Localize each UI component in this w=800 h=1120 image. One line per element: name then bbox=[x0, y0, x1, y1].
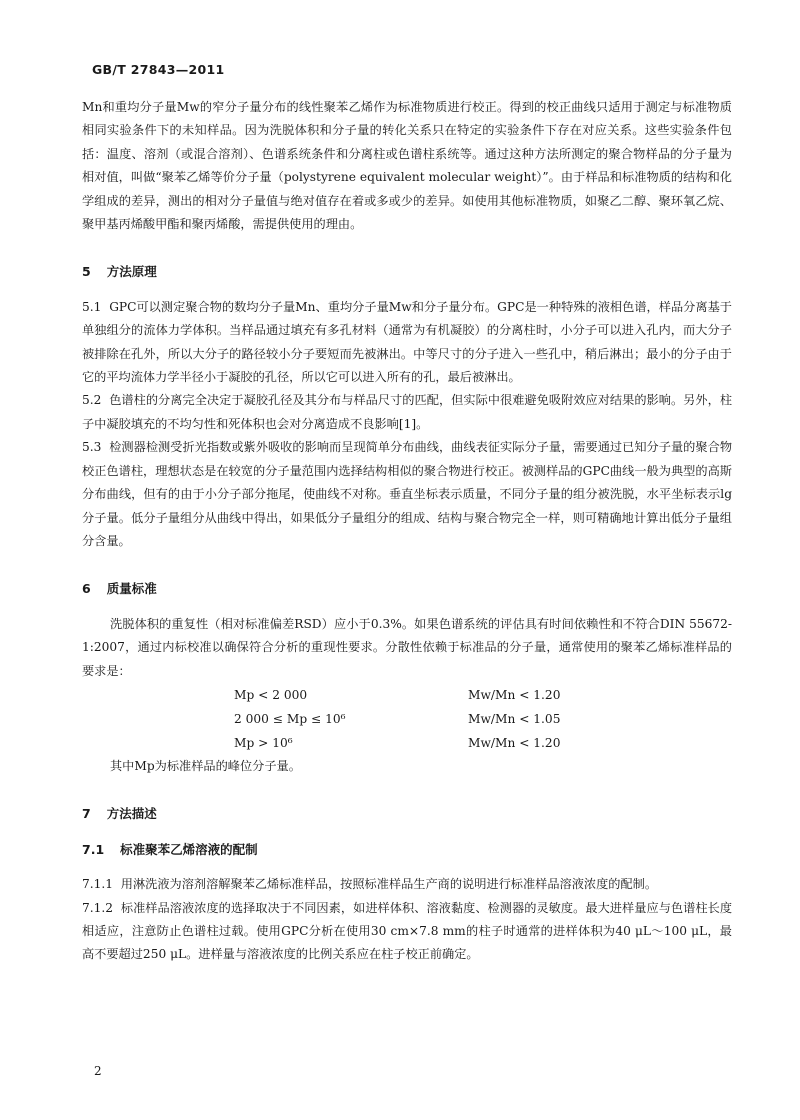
formula-block bbox=[82, 683, 732, 755]
clause-number: 5.3 bbox=[82, 440, 102, 455]
section-title: 方法描述 bbox=[106, 806, 157, 822]
clause-number: 5.1 bbox=[82, 299, 102, 314]
clause-text: 检测器检测受折光指数或紫外吸收的影响而呈现简单分布曲线，曲线表征实际分子量，需要通过已知分子量的聚合物校正色谱柱，理想状态是在较宽的分子量范围内选择结构相似的聚合物进行校正。被测样品的GPC曲线一般为典型的高斯分布曲线，但有的由于小分子部分拖尾，使曲线不对称。垂直坐标表示质量，不同分子量的组分被洗脱，水平坐标表示lg分子量。低分子量组分从曲线中得出，如果低分子量组分的组成、结构与聚合物完全一样，则可精确地计算出低分子量组分含量。 bbox=[82, 440, 733, 548]
section-7-heading bbox=[82, 802, 732, 825]
page-number: 2 bbox=[94, 1064, 102, 1078]
clause-5-2 bbox=[82, 389, 732, 436]
section-5-heading bbox=[82, 260, 732, 283]
clause-text: 标准样品溶液浓度的选择取决于不同因素，如进样体积、溶液黏度、检测器的灵敏度。最大进样量应与色谱柱长度相适应，注意防止色谱柱过载。使用GPC分析在使用30 cm×7.8 mm的柱子时通常的进样体积为40 μL～100 μL，最高不要超过250 μL。进样量与溶液浓度的比例关系应在柱子校正前确定。 bbox=[82, 900, 733, 962]
clause-text: GPC可以测定聚合物的数均分子量Mn、重均分子量Mw和分子量分布。GPC是一种特殊的液相色谱，样品分离基于单独组分的流体力学体积。当样品通过填充有多孔材料（通常为有机凝胶）的分离柱时，小分子可以进入孔内，而大分子被排除在孔外，所以大分子的路径较小分子要短而先被淋出。中等尺寸的分子进入一些孔中，稍后淋出；最小的分子由于它的平均流体力学半径小于凝胶的孔径，所以它可以进入所有的孔，最后被淋出。 bbox=[82, 299, 732, 385]
formula-right: Mw/Mn < 1.20 bbox=[468, 687, 561, 702]
subsection-title: 标准聚苯乙烯溶液的配制 bbox=[120, 841, 258, 857]
formula-row bbox=[82, 731, 732, 755]
section-number: 6 bbox=[82, 581, 91, 597]
clause-7-1-1 bbox=[82, 873, 732, 896]
formula-right: Mw/Mn < 1.05 bbox=[468, 711, 561, 726]
section-6-paragraph: 洗脱体积的重复性（相对标准偏差RSD）应小于0.3%。如果色谱系统的评估具有时间依赖性和不符合DIN 55672-1:2007，通过内标校准以确保符合分析的重现性要求。分散性依赖于标准品的分子量，通常使用的聚苯乙烯标准样品的要求是： bbox=[82, 616, 732, 678]
formula-note: 其中Mp为标准样品的峰位分子量。 bbox=[110, 758, 301, 773]
intro-paragraph: Mn和重均分子量Mw的窄分子量分布的线性聚苯乙烯作为标准物质进行校正。得到的校正曲线只适用于测定与标准物质相同实验条件下的未知样品。因为洗脱体积和分子量的转化关系只在特定的实验条件下存在对应关系。这些实验条件包括：温度、溶剂（或混合溶剂）、色谱系统条件和分离柱或色谱柱系统等。通过这种方法所测定的聚合物样品的分子量为相对值，叫做“聚苯乙烯等价分子量（polystyrene equivalent molecular weight）”。由于样品和标准物质的结构和化学组成的差异，测出的相对分子量值与绝对值存在着或多或少的差异。如使用其他标准物质，如聚乙二醇、聚环氧乙烷、聚甲基丙烯酸甲酯和聚丙烯酸，需提供使用的理由。 bbox=[82, 100, 732, 232]
clause-text: 色谱柱的分离完全决定于凝胶孔径及其分布与样品尺寸的匹配，但实际中很难避免吸附效应对结果的影响。另外，柱子中凝胶填充的不均匀性和死体积也会对分离造成不良影响[1]。 bbox=[82, 393, 733, 431]
subsection-7-1-heading bbox=[82, 838, 732, 861]
formula-left: Mp < 2 000 bbox=[234, 687, 308, 702]
formula-row bbox=[82, 683, 732, 707]
section-title: 质量标准 bbox=[106, 581, 157, 597]
formula-left: 2 000 ≤ Mp ≤ 10⁶ bbox=[234, 711, 346, 726]
clause-5-3 bbox=[82, 436, 732, 553]
formula-row bbox=[82, 707, 732, 731]
clause-5-1 bbox=[82, 296, 732, 390]
section-6-heading bbox=[82, 577, 732, 600]
subsection-number: 7.1 bbox=[82, 841, 105, 857]
section-number: 7 bbox=[82, 806, 91, 822]
formula-left: Mp > 10⁶ bbox=[234, 735, 293, 750]
clause-number: 7.1.2 bbox=[82, 900, 114, 915]
clause-7-1-2 bbox=[82, 897, 732, 967]
clause-text: 用淋洗液为溶剂溶解聚苯乙烯标准样品，按照标准样品生产商的说明进行标准样品溶液浓度的配制。 bbox=[120, 877, 658, 892]
clause-number: 7.1.1 bbox=[82, 877, 114, 892]
clause-number: 5.2 bbox=[82, 393, 102, 408]
section-title: 方法原理 bbox=[106, 264, 157, 280]
document-body bbox=[82, 96, 732, 967]
formula-right: Mw/Mn < 1.20 bbox=[468, 735, 561, 750]
section-number: 5 bbox=[82, 264, 91, 280]
document-code: GB/T 27843—2011 bbox=[92, 62, 225, 77]
